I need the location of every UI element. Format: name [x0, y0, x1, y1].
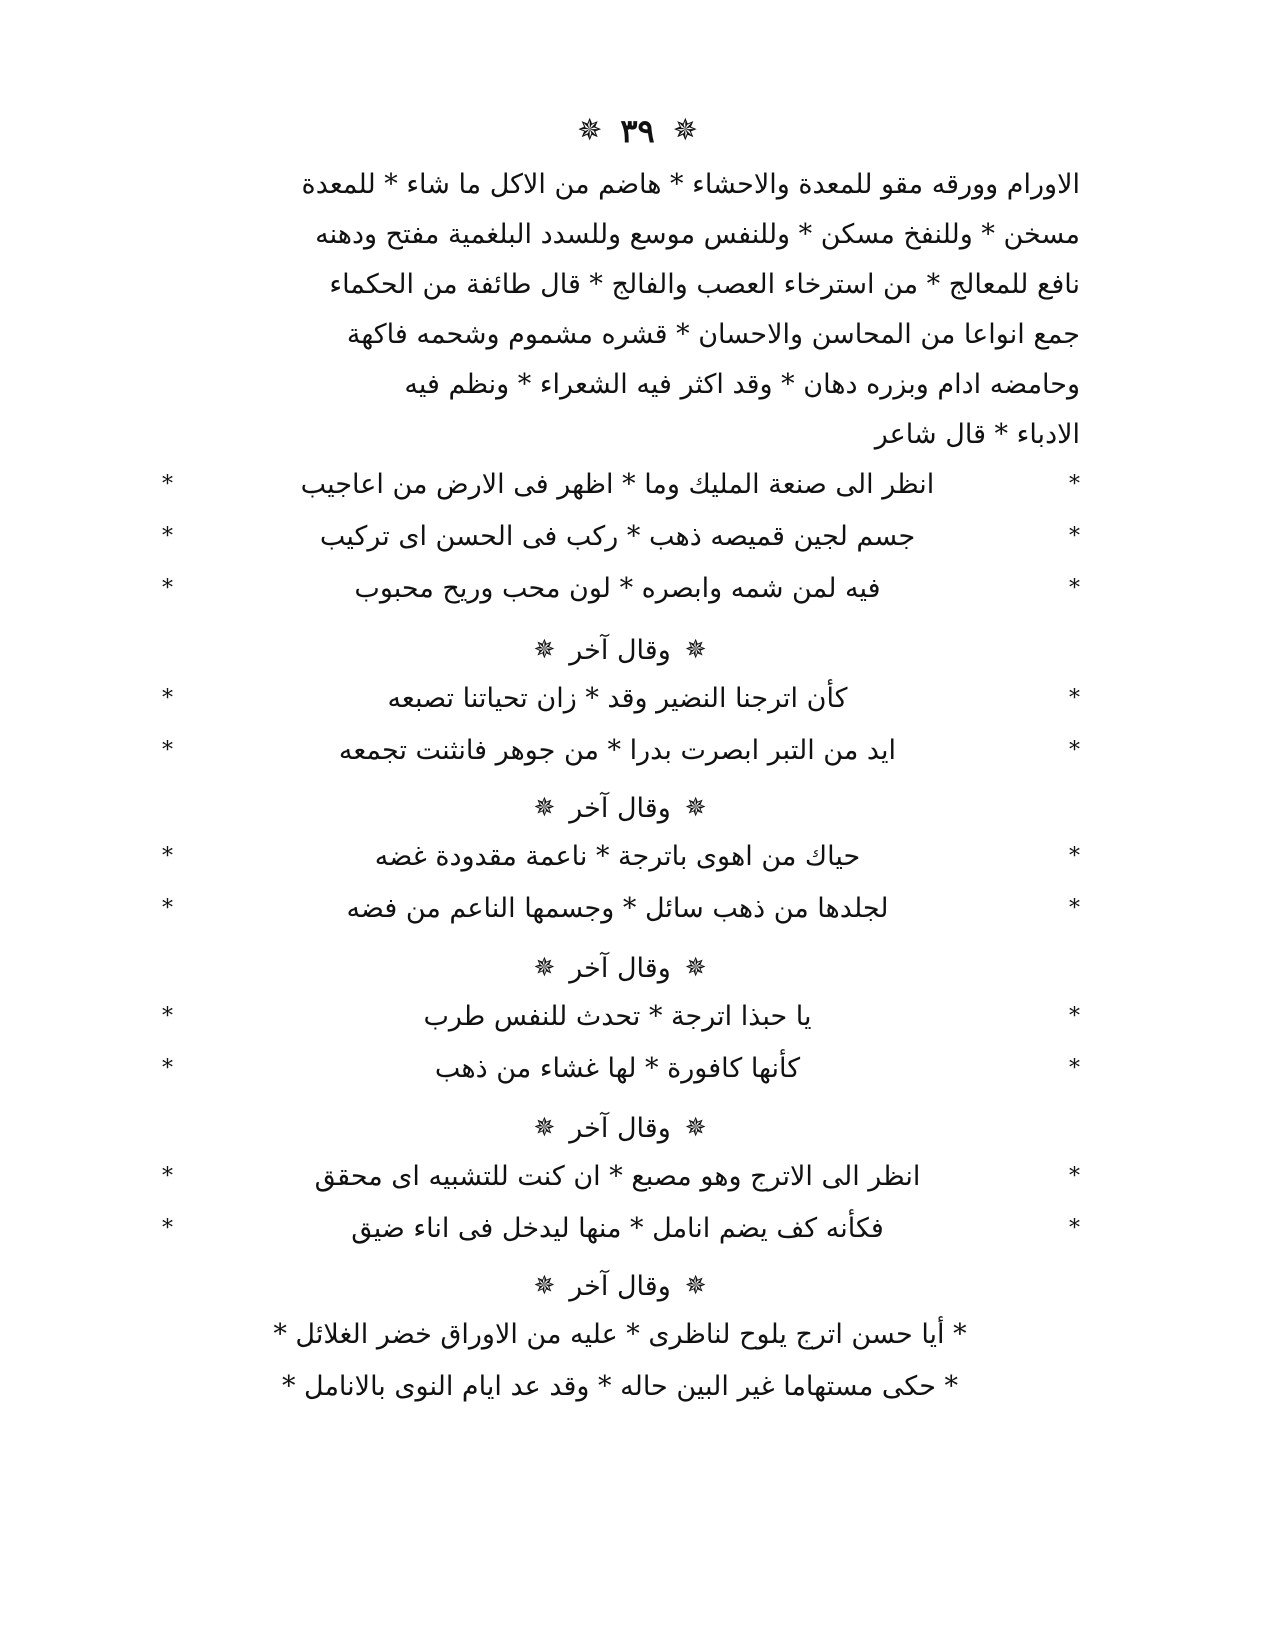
star-icon: * — [1069, 472, 1080, 497]
verse — [140, 676, 1100, 728]
star-icon: * — [1069, 896, 1080, 921]
ornament-icon: ✵ — [533, 953, 556, 983]
prose-line: جمع انواعا من المحاسن والاحسان * قشره مشموم وشحمه فاكهة — [346, 319, 1080, 350]
verse-text: فكأنه كف يضم انامل * منها ليدخل فى اناء ضيق — [351, 1213, 884, 1244]
star-icon: * — [162, 738, 173, 763]
verse-text: انظر الى صنعة المليك وما * اظهر فى الارض من اعاجيب — [300, 469, 935, 500]
star-icon: * — [162, 524, 173, 549]
ornament-icon: ✵ — [684, 1113, 707, 1143]
verse-text: * حكى مستهاما غير البين حاله * وقد عد ايام النوى بالانامل * — [281, 1371, 959, 1402]
ornament-icon: ✵ — [684, 635, 707, 665]
poem-section-6 — [140, 1260, 1100, 1416]
prose-line: مسخن * وللنفخ مسكن * وللنفس موسع وللسدد البلغمية مفتح ودهنه — [315, 219, 1080, 250]
ornament-icon: ✵ — [533, 1271, 556, 1301]
prose-line: الادباء * قال شاعر — [874, 419, 1080, 450]
star-icon: * — [162, 896, 173, 921]
verse — [140, 566, 1100, 618]
verse-text: فيه لمن شمه وابصره * لون محب وريح محبوب — [354, 573, 881, 604]
verse — [140, 1154, 1100, 1206]
verse-text: انظر الى الاترج وهو مصبع * ان كنت للتشبيه اى محقق — [314, 1161, 921, 1192]
star-icon: * — [1069, 844, 1080, 869]
verse-text: يا حبذا اترجة * تحدث للنفس طرب — [423, 1001, 812, 1032]
poem-section-5 — [140, 1102, 1100, 1258]
star-icon: * — [1069, 576, 1080, 601]
ornament-icon: ✵ — [684, 1271, 707, 1301]
page-header — [0, 112, 1275, 150]
verse-text: ايد من التبر ابصرت بدرا * من جوهر فانثنت تجمعه — [338, 735, 897, 766]
star-icon: * — [162, 576, 173, 601]
verse — [140, 514, 1100, 566]
section-title-text: وقال آخر — [569, 952, 671, 984]
verse — [140, 1364, 1100, 1416]
poem-section-1 — [140, 462, 1100, 618]
star-icon: * — [162, 472, 173, 497]
ornament-icon: ✵ — [533, 635, 556, 665]
verse — [140, 886, 1100, 938]
star-icon: * — [162, 844, 173, 869]
section-title-text: وقال آخر — [569, 792, 671, 824]
prose-line: وحامضه ادام وبزره دهان * وقد اكثر فيه الشعراء * ونظم فيه — [404, 369, 1080, 400]
verse-text: كأنها كافورة * لها غشاء من ذهب — [434, 1053, 801, 1084]
verse — [140, 462, 1100, 514]
star-icon: * — [1069, 738, 1080, 763]
verse — [140, 1206, 1100, 1258]
verse-text: جسم لجين قميصه ذهب * ركب فى الحسن اى تركيب — [319, 521, 916, 552]
verse-text: لجلدها من ذهب سائل * وجسمها الناعم من فضه — [346, 893, 889, 924]
star-icon: * — [162, 1056, 173, 1081]
star-icon: * — [162, 686, 173, 711]
verse — [140, 1312, 1100, 1364]
section-title — [140, 624, 1100, 676]
star-icon: * — [1069, 1216, 1080, 1241]
star-icon: * — [1069, 1004, 1080, 1029]
star-icon: * — [162, 1164, 173, 1189]
verse — [140, 1046, 1100, 1098]
section-title — [140, 942, 1100, 994]
verse-text: * أيا حسن اترج يلوح لناظرى * عليه من الاوراق خضر الغلائل * — [273, 1319, 967, 1350]
section-title-text: وقال آخر — [569, 634, 671, 666]
verse-text: حياك من اهوى باترجة * ناعمة مقدودة غضه — [374, 841, 861, 872]
ornament-icon: ✵ — [684, 953, 707, 983]
verse-text: كأن اترجنا النضير وقد * زان تحياتنا تصبعه — [387, 683, 848, 714]
star-icon: * — [162, 1216, 173, 1241]
poem-section-4 — [140, 942, 1100, 1098]
prose-line: الاورام وورقه مقو للمعدة والاحشاء * هاضم من الاكل ما شاء * للمعدة — [301, 169, 1080, 200]
page-number: ٣٩ — [620, 112, 655, 150]
ornament-icon: ✵ — [577, 113, 603, 148]
poem-section-2 — [140, 624, 1100, 780]
poem-section-3 — [140, 782, 1100, 938]
verse — [140, 994, 1100, 1046]
ornament-icon: ✵ — [672, 113, 698, 148]
star-icon: * — [1069, 1164, 1080, 1189]
ornament-icon: ✵ — [533, 1113, 556, 1143]
verse — [140, 834, 1100, 886]
star-icon: * — [1069, 1056, 1080, 1081]
section-title-text: وقال آخر — [569, 1270, 671, 1302]
ornament-icon: ✵ — [684, 793, 707, 823]
star-icon: * — [1069, 524, 1080, 549]
section-title — [140, 1260, 1100, 1312]
star-icon: * — [1069, 686, 1080, 711]
verse — [140, 728, 1100, 780]
section-title — [140, 782, 1100, 834]
prose-paragraph — [155, 160, 1080, 460]
prose-line: نافع للمعالج * من استرخاء العصب والفالج * قال طائفة من الحكماء — [329, 269, 1080, 300]
section-title-text: وقال آخر — [569, 1112, 671, 1144]
ornament-icon: ✵ — [533, 793, 556, 823]
star-icon: * — [162, 1004, 173, 1029]
section-title — [140, 1102, 1100, 1154]
